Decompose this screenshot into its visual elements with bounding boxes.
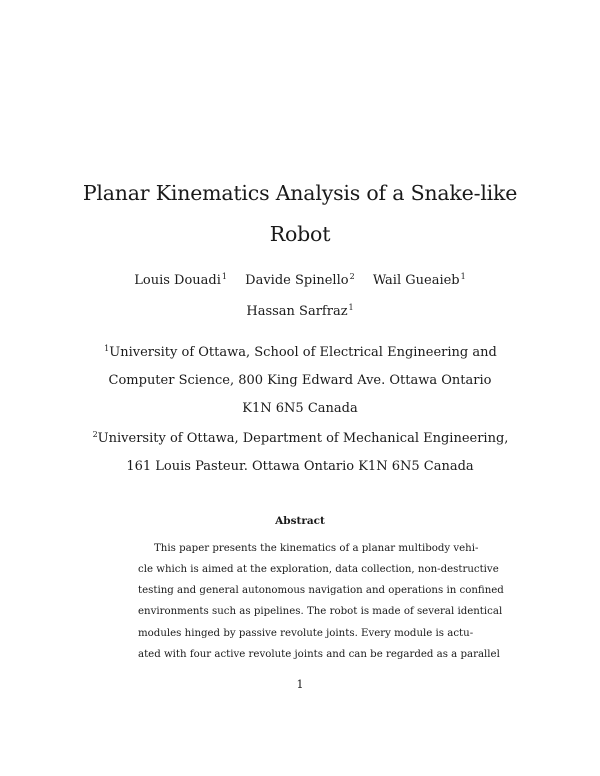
affiliation-1-line-1 (40, 345, 560, 359)
author-name: Hassan Sarfraz (246, 304, 348, 319)
author-list-continued (40, 304, 560, 318)
abstract-line: ated with four active revolute joints and can be regarded as a parallel (138, 649, 500, 660)
abstract-line: environments such as pipelines. The robot is made of several identical (138, 606, 503, 617)
author-name: Wail Gueaieb (372, 273, 460, 288)
affiliation-marker: 2 (349, 272, 355, 281)
affiliation-marker: 1 (104, 344, 110, 353)
abstract-heading: Abstract (275, 515, 325, 527)
affiliation-marker: 2 (92, 430, 98, 439)
affiliation-marker: 1 (460, 272, 466, 281)
abstract-line: This paper presents the kinematics of a planar multibody vehi- (154, 543, 479, 554)
abstract-line: cle which is aimed at the exploration, data collection, non-destructive (138, 564, 499, 575)
author-name: Davide Spinello (245, 273, 349, 288)
author (246, 304, 353, 318)
affiliation-1-line-3: K1N 6N5 Canada (242, 401, 358, 416)
affiliation-2-line-2: 161 Louis Pasteur. Ottawa Ontario K1N 6N5 Canada (126, 459, 474, 474)
affiliation-marker: 1 (221, 272, 228, 281)
author (373, 273, 466, 287)
paper-title-line-2: Robot (269, 222, 331, 246)
page-number: 1 (296, 678, 304, 691)
affiliation-text: University of Ottawa, Department of Mechanical Engineering, (97, 431, 509, 446)
affiliation-marker: 1 (348, 303, 354, 312)
affiliation-text: University of Ottawa, School of Electrical Engineering and (109, 345, 497, 360)
author (134, 273, 227, 287)
abstract-line: testing and general autonomous navigation and operations in confined (138, 585, 504, 596)
author-name: Louis Douadi (134, 273, 221, 288)
paper-title-line-1: Planar Kinematics Analysis of a Snake-like (82, 181, 518, 205)
author-list (40, 273, 560, 287)
author (245, 273, 355, 287)
affiliation-2-line-1 (40, 431, 560, 445)
affiliation-1-line-2: Computer Science, 800 King Edward Ave. Ottawa Ontario (108, 373, 492, 388)
abstract-line: modules hinged by passive revolute joints. Every module is actu- (138, 628, 474, 639)
